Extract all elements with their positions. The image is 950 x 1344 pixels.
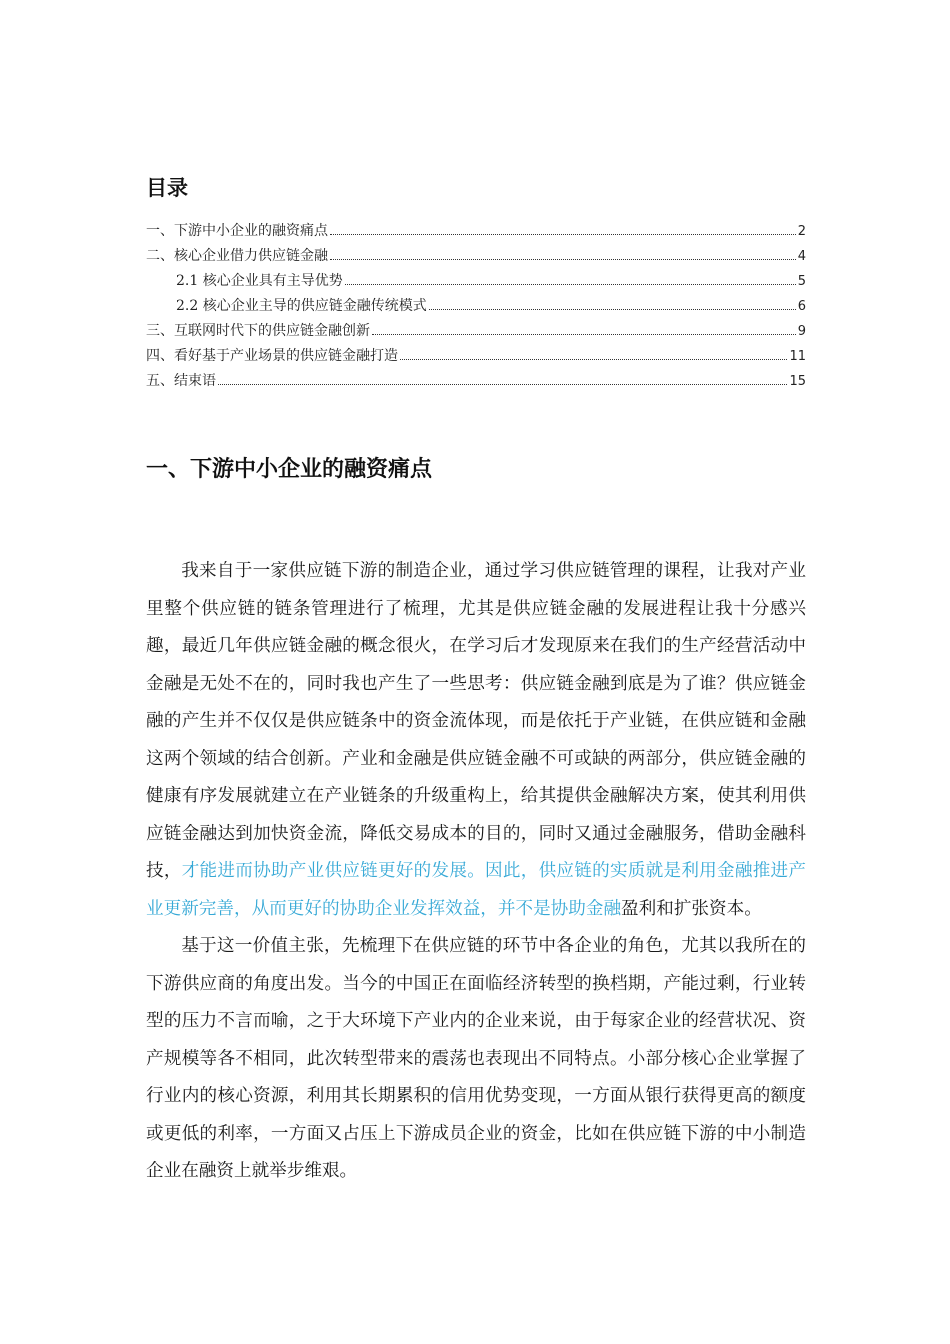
toc-subentry[interactable] bbox=[146, 294, 806, 319]
toc-entry-text: 五、结束语 bbox=[146, 373, 216, 389]
toc-page-number: 4 bbox=[797, 249, 806, 264]
body-paragraph bbox=[146, 553, 806, 928]
toc-entry-text: 一、下游中小企业的融资痛点 bbox=[146, 223, 328, 239]
toc-dot-leader bbox=[345, 283, 796, 285]
toc-page-number: 2 bbox=[797, 224, 806, 239]
toc-dot-leader bbox=[330, 233, 796, 235]
body-paragraph: 基于这一价值主张，先梳理下在供应链的环节中各企业的角色，尤其以我所在的下游供应商的角度出发。当今的中国正在面临经济转型的换档期，产能过剩，行业转型的压力不言而喻，之于大环境下产业内的企业来说，由于每家企业的经营状况、资产规模等各不相同，此次转型带来的震荡也表现出不同特点。小部分核心企业掌握了行业内的核心资源，利用其长期累积的信用优势变现，一方面从银行获得更高的额度或更低的利率，一方面又占压上下游成员企业的资金，比如在供应链下游的中小制造企业在融资上就举步维艰。 bbox=[146, 936, 806, 1181]
toc-entry[interactable] bbox=[146, 244, 806, 269]
paragraph-text: 我来自于一家供应链下游的制造企业，通过学习供应链管理的课程，让我对产业里整个供应链的链条管理进行了梳理，尤其是供应链金融的发展进程让我十分感兴趣，最近几年供应链金融的概念很火，在学习后才发现原来在我们的生产经营活动中金融是无处不在的，同时我也产生了一些思考：供应链金融到底是为了谁？供应链金融的产生并不仅仅是供应链条中的资金流体现，而是依托于产业链，在供应链和金融这两个领域的结合创新。产业和金融是供应链金融不可或缺的两部分，供应链金融的健康有序发展就建立在产业链条的升级重构上，给其提供金融解决方案，使其利用供应链金融达到加快资金流，降低交易成本的目的，同时又通过金融服务，借助金融科技， bbox=[146, 561, 806, 881]
highlighted-text: 才能进而协助产业供应链更好的发展。因此，供应链的实质就是利用金融推进产业更新完善，从而更好的协助企业发挥效益，并不是协助金融 bbox=[146, 861, 806, 919]
table-of-contents bbox=[146, 219, 806, 394]
toc-page-number: 9 bbox=[797, 324, 806, 339]
toc-entry[interactable] bbox=[146, 344, 806, 369]
toc-entry-text: 2.1 核心企业具有主导优势 bbox=[176, 273, 343, 289]
toc-page-number: 15 bbox=[789, 374, 806, 389]
toc-entry-text: 三、互联网时代下的供应链金融创新 bbox=[146, 323, 370, 339]
toc-entry-text: 四、看好基于产业场景的供应链金融打造 bbox=[146, 348, 398, 364]
toc-page-number: 11 bbox=[789, 349, 806, 364]
toc-entry[interactable] bbox=[146, 369, 806, 394]
toc-dot-leader bbox=[372, 333, 796, 335]
paragraph-text: 盈利和扩张资本。 bbox=[621, 898, 762, 919]
toc-dot-leader bbox=[330, 258, 796, 260]
toc-dot-leader bbox=[429, 308, 796, 310]
toc-dot-leader bbox=[218, 383, 787, 385]
section-heading: 一、下游中小企业的融资痛点 bbox=[146, 457, 433, 482]
toc-subentry[interactable] bbox=[146, 269, 806, 294]
toc-entry[interactable] bbox=[146, 219, 806, 244]
section-body bbox=[146, 553, 806, 1191]
toc-entry[interactable] bbox=[146, 319, 806, 344]
toc-entry-text: 2.2 核心企业主导的供应链金融传统模式 bbox=[176, 298, 427, 314]
toc-title: 目录 bbox=[146, 176, 188, 200]
toc-dot-leader bbox=[400, 358, 787, 360]
toc-entry-text: 二、核心企业借力供应链金融 bbox=[146, 248, 328, 264]
toc-page-number: 5 bbox=[797, 274, 806, 289]
toc-page-number: 6 bbox=[797, 299, 806, 314]
